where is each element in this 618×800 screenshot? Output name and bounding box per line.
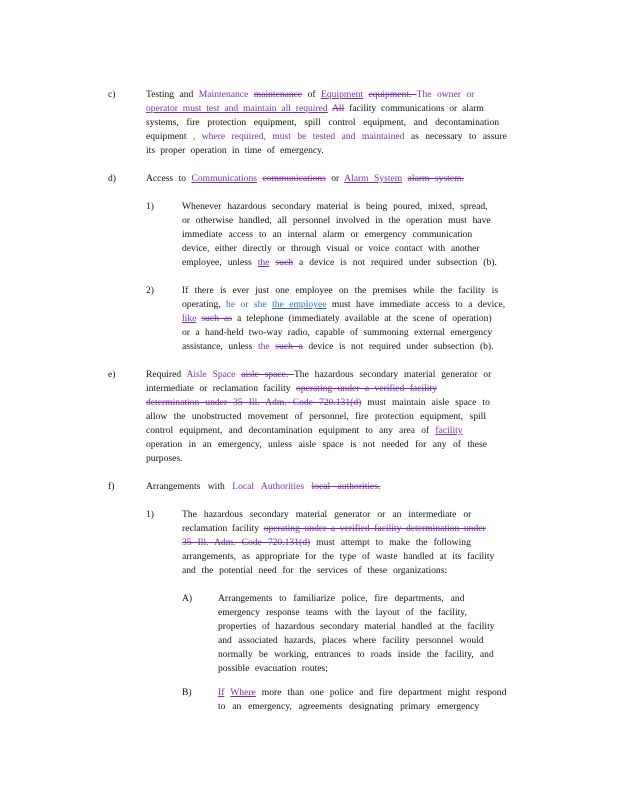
section-c-line-2: operator must test and maintain all required All facility communications or alarm — [146, 103, 484, 114]
section-label-c: c) — [108, 89, 116, 100]
insertion: like — [182, 313, 197, 324]
item-A-line-4: and associated hazards, places where facility personnel would — [218, 635, 484, 646]
item-A-line-2: emergency response teams with the layout of the facility, — [218, 607, 467, 618]
deletion: such — [275, 257, 294, 268]
section-c-line-5: its proper operation in time of emergency. — [146, 145, 324, 156]
item-d2-line-3: like such as a telephone (immediately available at the scene of operation) — [182, 313, 492, 324]
item-number-d1: 1) — [146, 201, 154, 212]
insertion: Alarm System — [344, 173, 403, 184]
section-c-line-3: systems, fire protection equipment, spill control equipment, and decontamination — [146, 117, 500, 128]
item-A-line-1: Arrangements to familiarize police, fire departments, and — [218, 593, 465, 604]
item-d1-line-1: Whenever hazardous secondary material is being poured, mixed, spread, — [182, 201, 488, 212]
deletion: 35 Ill. Adm. Code 720.131(d) — [182, 537, 311, 548]
deletion: equipment — [368, 89, 410, 100]
item-f1-line-3: 35 Ill. Adm. Code 720.131(d) must attempt to make the following — [182, 537, 471, 548]
deletion: determination under 35 Ill. Adm. Code 720.131(d) — [146, 397, 362, 408]
section-c-line-4: equipment , where required, must be tested and maintained as necessary to assure — [146, 131, 507, 142]
deletion: operating under a verified facility determination under — [263, 523, 486, 534]
section-f-heading: Arrangements with Local Authorities local authorities. — [146, 481, 381, 492]
text: Testing and — [146, 89, 199, 100]
deletion: aisle space — [241, 369, 286, 380]
item-d2-line-4: or a hand-held two-way radio, capable of summoning external emergency — [182, 327, 493, 338]
item-number-d2: 2) — [146, 285, 154, 296]
section-e-line-3: determination under 35 Ill. Adm. Code 720.131(d) must maintain aisle space to — [146, 397, 490, 408]
deletion: operating under a verified facility — [295, 383, 437, 394]
item-A-line-5: normally be working, entrances to roads inside the facility, and — [218, 649, 494, 660]
item-f1-line-2: reclamation facility operating under a verified facility determination under — [182, 523, 486, 534]
insertion: Equipment — [321, 89, 364, 100]
section-label-d: d) — [108, 173, 116, 184]
deletion: communications — [262, 173, 326, 184]
insertion: , where required, must be tested and maintained — [186, 131, 405, 142]
item-letter-A: A) — [182, 593, 193, 604]
insertion: If — [218, 687, 225, 698]
deletion: All — [332, 103, 345, 114]
insertion: operator must test and maintain all required — [146, 103, 328, 114]
item-A-line-6: possible evacuation routes; — [218, 663, 328, 674]
item-d2-line-1: If there is ever just one employee on the premises while the facility is — [182, 285, 499, 296]
deletion: alarm system. — [407, 173, 464, 184]
item-d1-line-2: or otherwise handled, all personnel involved in the operation must have — [182, 215, 491, 226]
section-e-line-6: operation in an emergency, unless aisle space is not needed for any of these — [146, 439, 488, 450]
section-d-heading: Access to Communications communications or Alarm System alarm system. — [146, 173, 464, 184]
item-d2-line-2: operating, he or she the employee must have immediate access to a device, — [182, 299, 506, 310]
section-c-line-1: Testing and Maintenance maintenance of Equipment equipment. The owner or — [146, 89, 475, 100]
insertion: the employee — [272, 299, 327, 310]
section-label-e: e) — [108, 369, 116, 380]
insertion: Aisle Space — [186, 369, 236, 380]
item-d2-line-5: assistance, unless the such a device is not required under subsection (b). — [182, 341, 494, 352]
item-f1-line-4: arrangements, as appropriate for the type of waste handled at its facility — [182, 551, 495, 562]
item-d1-line-5: employee, unless the such a device is not required under subsection (b). — [182, 257, 497, 268]
deletion: maintenance — [253, 89, 303, 100]
insertion: The owner or — [416, 89, 475, 100]
item-number-f1: 1) — [146, 509, 154, 520]
deletion: local authorities. — [311, 481, 381, 492]
item-A-line-3: properties of hazardous secondary material handled at the facility — [218, 621, 495, 632]
item-f1-line-5: and the potential need for the services of these organizations: — [182, 565, 448, 576]
insertion: he or she — [226, 299, 267, 310]
item-B-line-2: to an emergency, agreements designating primary emergency — [218, 701, 480, 712]
insertion: facility — [435, 425, 463, 436]
item-letter-B: B) — [182, 687, 192, 698]
section-e-line-7: purposes. — [146, 453, 183, 464]
insertion: Local Authorities — [232, 481, 305, 492]
section-label-f: f) — [108, 481, 115, 492]
deletion: such as — [201, 313, 232, 324]
item-B-line-1: If Where more than one police and fire department might respond — [218, 687, 507, 698]
section-e-line-2: intermediate or reclamation facility operating under a verified facility — [146, 383, 437, 394]
insertion: the — [257, 341, 270, 352]
insertion: Communications — [191, 173, 257, 184]
item-d1-line-4: device, either directly or through visual or voice contact with another — [182, 243, 480, 254]
deletion: such — [275, 341, 293, 352]
section-e-line-4: allow the unobstructed movement of personnel, fire protection equipment, spill — [146, 411, 486, 422]
insertion: the — [257, 257, 270, 268]
section-e-line-1: Required Aisle Space aisle space. The hazardous secondary material generator or — [146, 369, 492, 380]
item-d1-line-3: immediate access to an internal alarm or emergency communication — [182, 229, 473, 240]
section-e-line-5: control equipment, and decontamination equipment to any area of facility — [146, 425, 463, 436]
item-f1-line-1: The hazardous secondary material generator or an intermediate or — [182, 509, 472, 520]
insertion: Maintenance — [198, 89, 249, 100]
deletion: Where — [230, 687, 256, 698]
